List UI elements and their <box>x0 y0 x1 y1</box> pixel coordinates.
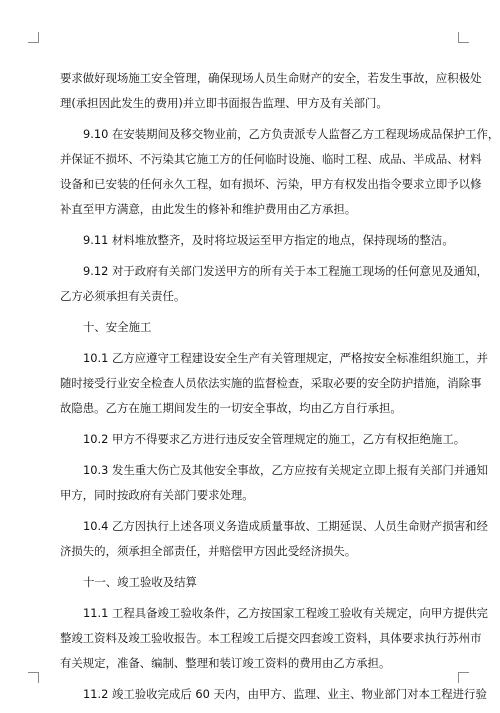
text-line: 要求做好现场施工安全管理，确保现场人员生命财产的安全，若发生事故，应积极处 <box>60 71 482 85</box>
paragraph <box>60 514 488 564</box>
text-line: 乙方必须承担有关责任。 <box>60 289 186 303</box>
text-line: 并保证不损坏、不污染其它施工方的任何临时设施、临时工程、成品、半成品、材料 <box>60 152 482 166</box>
text-line: 设备和已安装的任何永久工程，如有损坏、污染，甲方有权发出指令要求立即予以修 <box>60 177 482 191</box>
paragraph <box>60 122 500 222</box>
text-line: 有关规定，准备、编制、整理和装订竣工资料的费用由乙方承担。 <box>60 656 391 670</box>
text-line: 故隐患。乙方在施工期间发生的一切安全事故，均由乙方自行承担。 <box>60 401 402 415</box>
text-line: 随时接受行业安全检查人员依法实施的监督检查，采取必要的安全防护措施，消除事 <box>60 376 482 390</box>
text-line: 10.2 甲方不得要求乙方进行违反安全管理规定的施工，乙方有权拒绝施工。 <box>83 432 466 446</box>
text-line: 10.3 发生重大伤亡及其他安全事故，乙方应按有关规定立即上报有关部门并通知 <box>83 463 488 477</box>
crop-mark-bottom-left <box>28 672 39 683</box>
paragraph <box>60 66 482 116</box>
paragraph <box>60 228 454 253</box>
paragraph <box>60 601 488 676</box>
crop-mark-top-right <box>458 32 469 43</box>
paragraph <box>60 427 466 452</box>
text-line: 10.1 乙方应遵守工程建设安全生产有关管理规定，严格按安全标准组织施工，并 <box>83 351 488 365</box>
text-line: 11.1 工程具备竣工验收条件，乙方按国家工程竣工验收有关规定，向甲方提供完 <box>83 606 488 620</box>
text-line: 甲方，同时按政府有关部门要求处理。 <box>60 488 254 502</box>
text-line: 济损失的，须承担全部责任，并赔偿甲方因此受经济损失。 <box>60 544 357 558</box>
paragraph <box>60 315 444 340</box>
text-line: 整竣工资料及竣工验收报告。本工程竣工后提交四套竣工资料，具体要求执行苏州市 <box>60 631 482 645</box>
text-line: 9.10 在安装期间及移交物业前，乙方负责派专人监督乙方工程现场成品保护工作， <box>83 127 500 141</box>
paragraph <box>60 346 488 421</box>
text-line: 9.12 对于政府有关部门发送甲方的所有关于本工程施工现场的任何意见及通知， <box>83 264 488 278</box>
text-line: 10.4 乙方因执行上述各项义务造成质量事故、工期延误、人员生命财产损害和经 <box>83 519 488 533</box>
paragraph <box>60 259 488 309</box>
text-line: 11.2 竣工验收完成后 60 天内，由甲方、监理、业主、物业部门对本工程进行验 <box>83 687 487 701</box>
paragraph <box>60 458 488 508</box>
text-line: 十、安全施工 <box>83 320 152 334</box>
text-line: 理(承担因此发生的费用)并立即书面报告监理、甲方及有关部门。 <box>60 96 388 110</box>
document-body <box>60 66 500 713</box>
crop-mark-top-left <box>28 32 39 43</box>
text-line: 十一、竣工验收及结算 <box>83 575 197 589</box>
text-line: 补直至甲方满意，由此发生的修补和维护费用由乙方承担。 <box>60 202 357 216</box>
paragraph <box>60 682 487 707</box>
paragraph <box>60 570 444 595</box>
text-line: 9.11 材料堆放整齐，及时将垃圾运至甲方指定的地点，保持现场的整洁。 <box>83 233 454 247</box>
